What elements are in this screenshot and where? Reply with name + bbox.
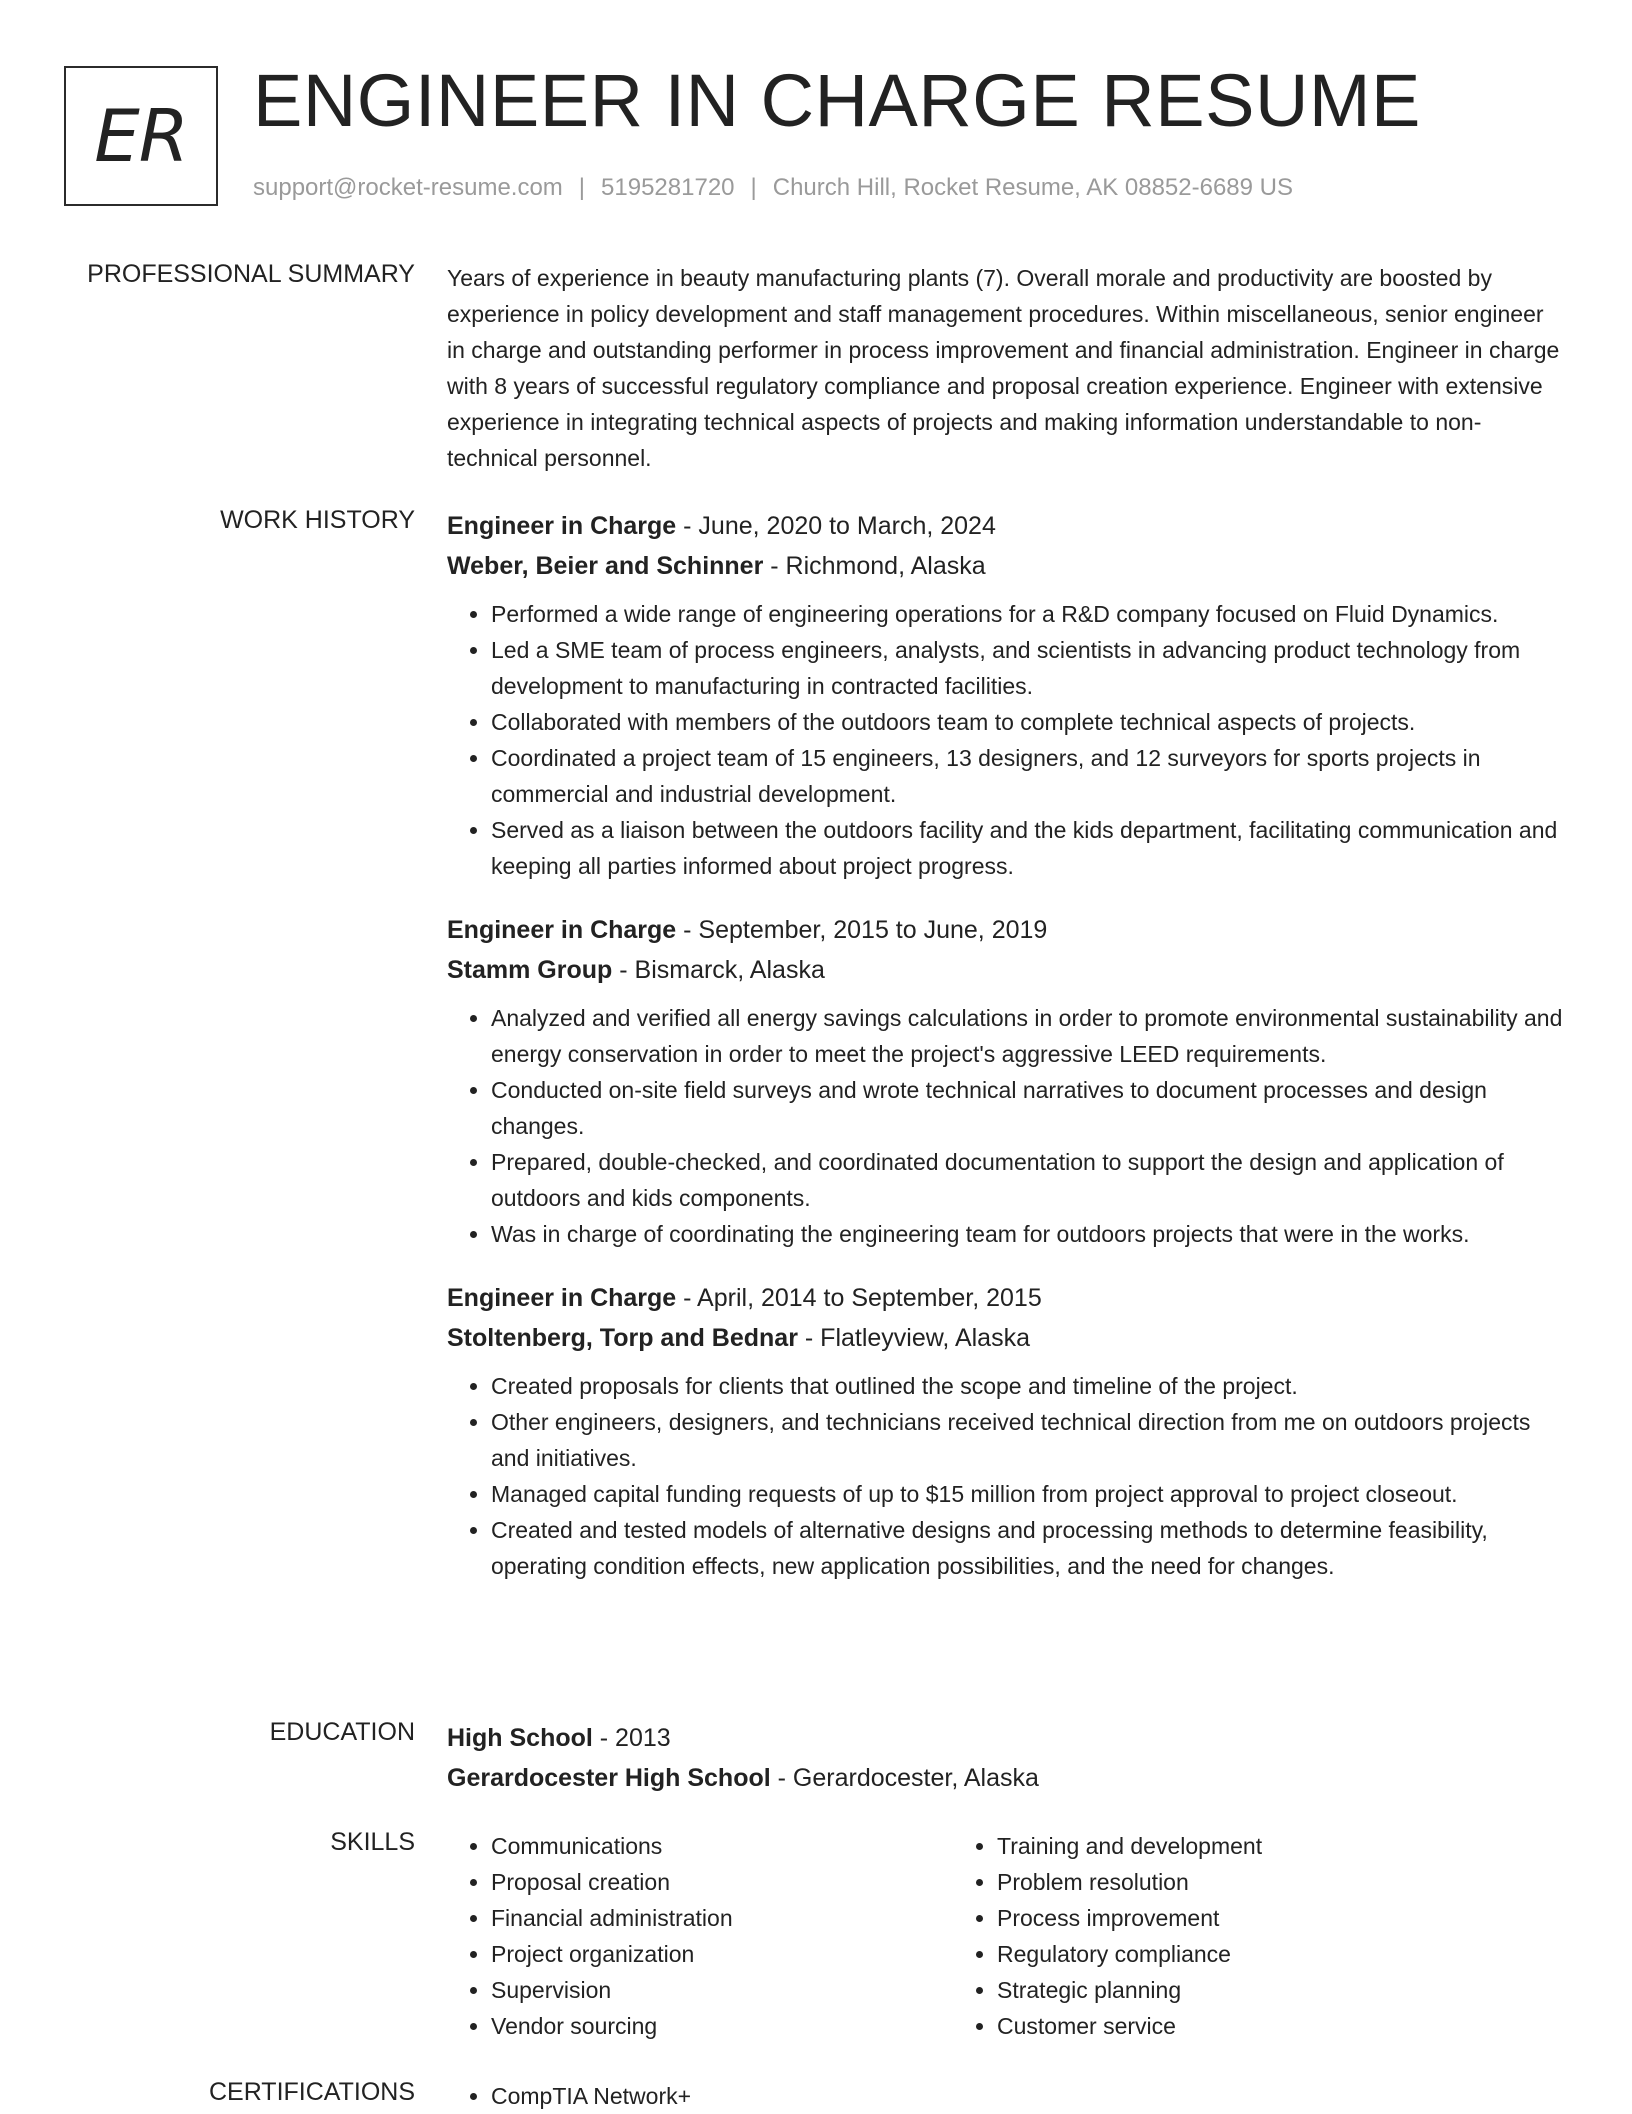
skills-list-right [953, 1828, 1459, 2044]
job-location: - Flatleyview, Alaska [797, 1324, 1030, 1352]
work-history-body [447, 506, 1567, 1584]
job-location: - Bismarck, Alaska [612, 956, 825, 984]
job-bullet: • Prepared, double-checked, and coordinated documentation to support the design and application of outdoors and kids components. [491, 1144, 1567, 1216]
job-location: - Richmond, Alaska [763, 552, 986, 580]
education-school-line [447, 1758, 1567, 1798]
skill-item: • Process improvement [997, 1900, 1459, 1936]
certification-item: • CompTIA Network+ [491, 2078, 953, 2114]
monogram-box [64, 66, 218, 206]
contact-separator: | [578, 174, 586, 201]
job-bullets [447, 596, 1567, 884]
section-label-work-history: WORK HISTORY [220, 506, 415, 534]
resume-title: ENGINEER IN CHARGE RESUME [253, 59, 1421, 142]
job-entry [447, 506, 1567, 884]
contact-phone: 5195281720 [601, 174, 735, 201]
job-company: Stoltenberg, Torp and Bednar [447, 1324, 798, 1352]
job-bullet: • Performed a wide range of engineering operations for a R&D company focused on Fluid Dynamics. [491, 596, 1567, 632]
certifications-list [447, 2078, 953, 2114]
job-title: Engineer in Charge [447, 1284, 677, 1312]
job-bullet: • Managed capital funding requests of up to $15 million from project approval to project closeout. [491, 1476, 1567, 1512]
job-bullet: • Collaborated with members of the outdoors team to complete technical aspects of projects. [491, 704, 1567, 740]
job-bullet: • Coordinated a project team of 15 engineers, 13 designers, and 12 surveyors for sports projects in commercial and industrial development. [491, 740, 1567, 812]
job-bullet: • Conducted on-site field surveys and wrote technical narratives to document processes and design changes. [491, 1072, 1567, 1144]
job-title: Engineer in Charge [447, 916, 677, 944]
skill-item: • Supervision [491, 1972, 953, 2008]
section-label-education: EDUCATION [269, 1718, 415, 1746]
skill-item: • Communications [491, 1828, 953, 1864]
skill-item: • Customer service [997, 2008, 1459, 2044]
skills-body [447, 1828, 1567, 2044]
skill-item: • Vendor sourcing [491, 2008, 953, 2044]
job-title-line [447, 910, 1567, 950]
job-company-line [447, 546, 1567, 586]
job-bullets [447, 1000, 1567, 1252]
job-dates: - June, 2020 to March, 2024 [676, 512, 996, 540]
contact-address: Church Hill, Rocket Resume, AK 08852-6689 US [772, 174, 1294, 201]
job-bullet: • Analyzed and verified all energy savings calculations in order to promote environmental sustainability and energy conservation in order to meet the project's aggressive LEED requirements. [491, 1000, 1567, 1072]
job-dates: - September, 2015 to June, 2019 [676, 916, 1048, 944]
section-label-skills: SKILLS [330, 1828, 415, 1856]
contact-line [253, 174, 1293, 202]
section-label-certifications: CERTIFICATIONS [208, 2078, 415, 2106]
skills-list-left [447, 1828, 953, 2044]
job-bullet: • Led a SME team of process engineers, analysts, and scientists in advancing product technology from development to manufacturing in contracted facilities. [491, 632, 1567, 704]
job-bullet: • Other engineers, designers, and technicians received technical direction from me on outdoors projects and initiatives. [491, 1404, 1567, 1476]
job-company: Stamm Group [447, 956, 613, 984]
job-company: Weber, Beier and Schinner [447, 552, 764, 580]
education-degree: High School [447, 1724, 593, 1752]
job-company-line [447, 1318, 1567, 1358]
contact-email: support@rocket-resume.com [253, 174, 563, 201]
education-degree-line [447, 1718, 1567, 1758]
section-label-summary: PROFESSIONAL SUMMARY [87, 260, 415, 288]
job-bullet: • Created proposals for clients that outlined the scope and timeline of the project. [491, 1368, 1567, 1404]
contact-separator: | [750, 174, 757, 201]
education-location: - Gerardocester, Alaska [770, 1764, 1039, 1792]
job-title-line [447, 1278, 1567, 1318]
job-entry [447, 1278, 1567, 1584]
summary-body [447, 260, 1567, 476]
skill-item: • Proposal creation [491, 1864, 953, 1900]
job-title-line [447, 506, 1567, 546]
job-title: Engineer in Charge [447, 512, 677, 540]
job-company-line [447, 950, 1567, 990]
skill-item: • Regulatory compliance [997, 1936, 1459, 1972]
skill-item: • Project organization [491, 1936, 953, 1972]
education-school: Gerardocester High School [447, 1764, 771, 1792]
job-dates: - April, 2014 to September, 2015 [676, 1284, 1042, 1312]
skill-item: • Training and development [997, 1828, 1459, 1864]
monogram-initials: ER [94, 94, 188, 178]
certifications-body [447, 2078, 1567, 2114]
skill-item: • Problem resolution [997, 1864, 1459, 1900]
skill-item: • Strategic planning [997, 1972, 1459, 2008]
job-bullet: • Served as a liaison between the outdoors facility and the kids department, facilitating communication and keeping all parties informed about project progress. [491, 812, 1567, 884]
summary-text: Years of experience in beauty manufacturing plants (7). Overall morale and productivity are boosted by experience in policy development and staff management procedures. Within miscellaneous, senior engineer in charge and outstanding performer in process improvement and financial administration. Engineer in charge with 8 years of successful regulatory compliance and proposal creation experience. Engineer with extensive experience in integrating technical aspects of projects and making information understandable to non-technical personnel. [447, 265, 1560, 471]
job-bullet: • Was in charge of coordinating the engineering team for outdoors projects that were in the works. [491, 1216, 1567, 1252]
job-bullets [447, 1368, 1567, 1584]
job-entry [447, 910, 1567, 1252]
education-body [447, 1718, 1567, 1798]
education-year: - 2013 [592, 1724, 671, 1752]
skill-item: • Financial administration [491, 1900, 953, 1936]
job-bullet: • Created and tested models of alternative designs and processing methods to determine feasibility, operating condition effects, new application possibilities, and the need for changes. [491, 1512, 1567, 1584]
